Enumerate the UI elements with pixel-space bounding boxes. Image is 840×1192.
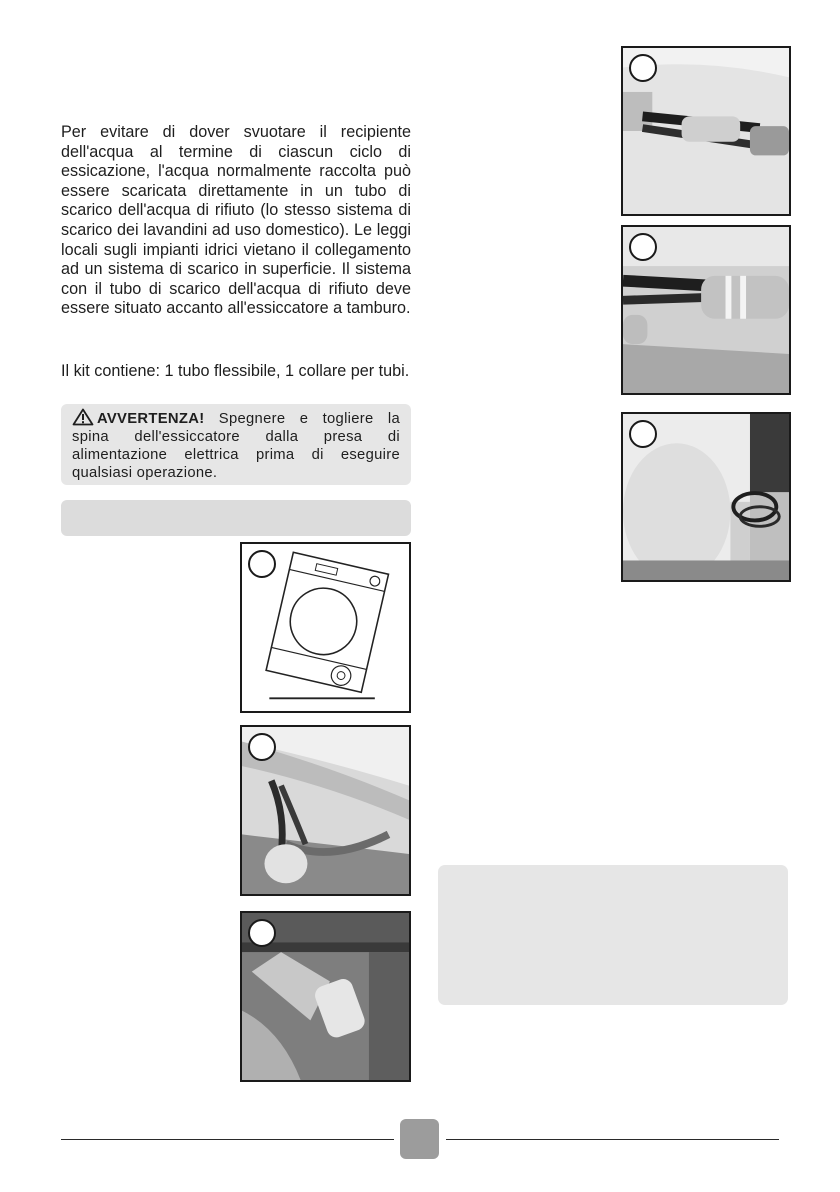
warning-label: AVVERTENZA! <box>97 411 205 427</box>
warning-box <box>61 404 411 485</box>
step-number-badge <box>629 233 657 261</box>
clamp-fitted-photo <box>621 225 791 395</box>
step-number-badge <box>629 420 657 448</box>
step-number-badge <box>248 733 276 761</box>
page-number-tab <box>400 1119 439 1159</box>
kit-contents: Il kit contiene: 1 tubo flessibile, 1 collare per tubi. <box>61 362 410 380</box>
footer-rule-left <box>61 1139 394 1140</box>
footer-rule-right <box>446 1139 779 1140</box>
step-number-badge <box>629 54 657 82</box>
clamp-pliers-photo <box>621 46 791 216</box>
dryer-drawing <box>240 542 411 713</box>
step-number-badge <box>248 919 276 947</box>
dryer-side-hose-photo <box>621 412 791 582</box>
warning-text: Spegnere e togliere la spina dell'essiccatore dalla presa di alimentazione elettrica prima di eseguire qualsiasi operazione. <box>72 411 400 481</box>
note-box <box>438 865 788 1005</box>
hose-connector-photo <box>240 911 411 1082</box>
intro-paragraph: Per evitare di dover svuotare il recipiente dell'acqua al termine di ciascun ciclo di essicazione, l'acqua normalmente raccolta può essere scaricata direttamente in un tubo di scarico dell'acqua di rifiuto (lo stesso sistema di scarico dei lavandini ad uso domestico). Le leggi locali sugli impianti idrici vietano il collegamento ad un sistema di scarico in superficie. Il sistema con il tubo di scarico dell'acqua di rifiuto deve essere situato accanto all'essiccatore a tamburo. <box>61 123 411 318</box>
step-number-badge <box>248 550 276 578</box>
section-heading-bar <box>61 500 411 536</box>
warning-triangle-icon <box>72 408 94 426</box>
pliers-hose-photo <box>240 725 411 896</box>
